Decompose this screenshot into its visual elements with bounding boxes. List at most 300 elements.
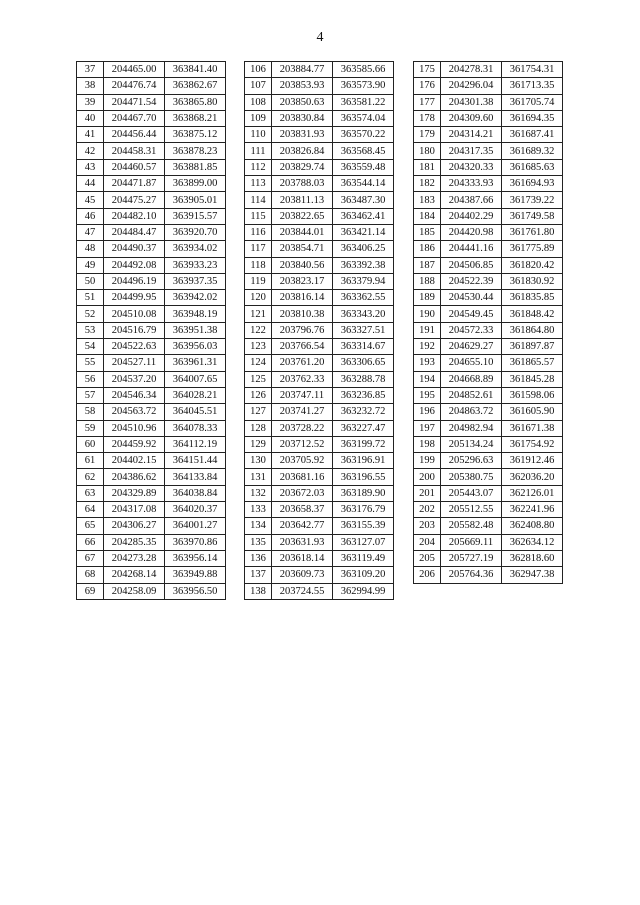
x-coordinate-cell: 204317.35 (441, 143, 502, 159)
x-coordinate-cell: 205443.07 (441, 485, 502, 501)
point-number-cell: 39 (77, 94, 104, 110)
table-row (414, 257, 563, 273)
y-coordinate-cell: 363948.19 (165, 306, 226, 322)
point-number-cell: 42 (77, 143, 104, 159)
point-number-cell: 190 (414, 306, 441, 322)
x-coordinate-cell: 204982.94 (441, 420, 502, 436)
y-coordinate-cell: 364151.44 (165, 453, 226, 469)
point-number-cell: 206 (414, 567, 441, 583)
point-number-cell: 175 (414, 62, 441, 78)
x-coordinate-cell: 203672.03 (272, 485, 333, 501)
point-number-cell: 110 (245, 127, 272, 143)
point-number-cell: 196 (414, 404, 441, 420)
x-coordinate-cell: 204296.04 (441, 78, 502, 94)
table-row (77, 290, 226, 306)
x-coordinate-cell: 203747.11 (272, 387, 333, 403)
table-row (77, 110, 226, 126)
point-number-cell: 200 (414, 469, 441, 485)
point-number-cell: 69 (77, 583, 104, 599)
y-coordinate-cell: 363544.14 (333, 176, 394, 192)
table-row (245, 241, 394, 257)
y-coordinate-cell: 361761.80 (502, 224, 563, 240)
x-coordinate-cell: 204863.72 (441, 404, 502, 420)
x-coordinate-cell: 203631.93 (272, 534, 333, 550)
x-coordinate-cell: 204522.39 (441, 273, 502, 289)
x-coordinate-cell: 203712.52 (272, 436, 333, 452)
x-coordinate-cell: 205134.24 (441, 436, 502, 452)
point-number-cell: 135 (245, 534, 272, 550)
point-number-cell: 58 (77, 404, 104, 420)
point-number-cell: 62 (77, 469, 104, 485)
y-coordinate-cell: 361685.63 (502, 159, 563, 175)
y-coordinate-cell: 362241.96 (502, 502, 563, 518)
x-coordinate-cell: 204546.34 (104, 387, 165, 403)
table-row (414, 534, 563, 550)
x-coordinate-cell: 204563.72 (104, 404, 165, 420)
x-coordinate-cell: 203681.16 (272, 469, 333, 485)
y-coordinate-cell: 363865.80 (165, 94, 226, 110)
table-row (77, 322, 226, 338)
y-coordinate-cell: 362126.01 (502, 485, 563, 501)
x-coordinate-cell: 204306.27 (104, 518, 165, 534)
x-coordinate-cell: 204333.93 (441, 176, 502, 192)
y-coordinate-cell: 363970.86 (165, 534, 226, 550)
x-coordinate-cell: 204285.35 (104, 534, 165, 550)
y-coordinate-cell: 363127.07 (333, 534, 394, 550)
table-row (77, 502, 226, 518)
point-number-cell: 111 (245, 143, 272, 159)
point-number-cell: 57 (77, 387, 104, 403)
point-number-cell: 49 (77, 257, 104, 273)
table-row (414, 567, 563, 583)
x-coordinate-cell: 204387.66 (441, 192, 502, 208)
point-number-cell: 127 (245, 404, 272, 420)
y-coordinate-cell: 364020.37 (165, 502, 226, 518)
x-coordinate-cell: 204420.98 (441, 224, 502, 240)
y-coordinate-cell: 363934.02 (165, 241, 226, 257)
table-row (77, 453, 226, 469)
y-coordinate-cell: 363343.20 (333, 306, 394, 322)
table-row (414, 371, 563, 387)
x-coordinate-cell: 204460.57 (104, 159, 165, 175)
x-coordinate-cell: 204629.27 (441, 339, 502, 355)
point-number-cell: 37 (77, 62, 104, 78)
point-number-cell: 136 (245, 550, 272, 566)
x-coordinate-cell: 204456.44 (104, 127, 165, 143)
x-coordinate-cell: 204258.09 (104, 583, 165, 599)
y-coordinate-cell: 363487.30 (333, 192, 394, 208)
point-number-cell: 52 (77, 306, 104, 322)
y-coordinate-cell: 363585.66 (333, 62, 394, 78)
point-number-cell: 188 (414, 273, 441, 289)
table-row (414, 404, 563, 420)
y-coordinate-cell: 363933.23 (165, 257, 226, 273)
table-row (414, 241, 563, 257)
point-number-cell: 56 (77, 371, 104, 387)
y-coordinate-cell: 363196.55 (333, 469, 394, 485)
x-coordinate-cell: 204402.29 (441, 208, 502, 224)
x-coordinate-cell: 203829.74 (272, 159, 333, 175)
point-number-cell: 114 (245, 192, 272, 208)
point-number-cell: 126 (245, 387, 272, 403)
table-row (245, 94, 394, 110)
y-coordinate-cell: 361864.80 (502, 322, 563, 338)
x-coordinate-cell: 204459.92 (104, 436, 165, 452)
y-coordinate-cell: 363937.35 (165, 273, 226, 289)
y-coordinate-cell: 361865.57 (502, 355, 563, 371)
table-row (414, 78, 563, 94)
x-coordinate-cell: 204386.62 (104, 469, 165, 485)
table-row (414, 127, 563, 143)
table-row (77, 518, 226, 534)
y-coordinate-cell: 361739.22 (502, 192, 563, 208)
y-coordinate-cell: 363327.51 (333, 322, 394, 338)
table-row (245, 420, 394, 436)
point-number-cell: 203 (414, 518, 441, 534)
y-coordinate-cell: 363568.45 (333, 143, 394, 159)
table-row (414, 550, 563, 566)
table-row (245, 485, 394, 501)
y-coordinate-cell: 363570.22 (333, 127, 394, 143)
y-coordinate-cell: 363905.01 (165, 192, 226, 208)
point-number-cell: 44 (77, 176, 104, 192)
point-number-cell: 181 (414, 159, 441, 175)
table-row (414, 502, 563, 518)
x-coordinate-cell: 204852.61 (441, 387, 502, 403)
table-row (77, 176, 226, 192)
y-coordinate-cell: 363236.85 (333, 387, 394, 403)
y-coordinate-cell: 363406.25 (333, 241, 394, 257)
point-number-cell: 187 (414, 257, 441, 273)
x-coordinate-cell: 204530.44 (441, 290, 502, 306)
point-number-cell: 106 (245, 62, 272, 78)
point-number-cell: 63 (77, 485, 104, 501)
x-coordinate-cell: 203826.84 (272, 143, 333, 159)
table-row (245, 62, 394, 78)
point-number-cell: 55 (77, 355, 104, 371)
y-coordinate-cell: 363109.20 (333, 567, 394, 583)
point-number-cell: 122 (245, 322, 272, 338)
y-coordinate-cell: 363379.94 (333, 273, 394, 289)
x-coordinate-cell: 205512.55 (441, 502, 502, 518)
table-row (245, 371, 394, 387)
x-coordinate-cell: 203728.22 (272, 420, 333, 436)
point-number-cell: 66 (77, 534, 104, 550)
y-coordinate-cell: 361775.89 (502, 241, 563, 257)
point-number-cell: 108 (245, 94, 272, 110)
x-coordinate-cell: 203796.76 (272, 322, 333, 338)
point-number-cell: 177 (414, 94, 441, 110)
point-number-cell: 119 (245, 273, 272, 289)
y-coordinate-cell: 362634.12 (502, 534, 563, 550)
table-row (77, 127, 226, 143)
point-number-cell: 47 (77, 224, 104, 240)
coordinate-table-1 (76, 61, 226, 600)
point-number-cell: 125 (245, 371, 272, 387)
x-coordinate-cell: 203823.17 (272, 273, 333, 289)
x-coordinate-cell: 204499.95 (104, 290, 165, 306)
table-row (77, 208, 226, 224)
y-coordinate-cell: 363421.14 (333, 224, 394, 240)
y-coordinate-cell: 363915.57 (165, 208, 226, 224)
x-coordinate-cell: 204278.31 (441, 62, 502, 78)
x-coordinate-cell: 204467.70 (104, 110, 165, 126)
point-number-cell: 51 (77, 290, 104, 306)
y-coordinate-cell: 361830.92 (502, 273, 563, 289)
y-coordinate-cell: 363951.38 (165, 322, 226, 338)
table-row (245, 143, 394, 159)
y-coordinate-cell: 364038.84 (165, 485, 226, 501)
table-row (77, 143, 226, 159)
table-row (245, 453, 394, 469)
table-row (245, 567, 394, 583)
point-number-cell: 48 (77, 241, 104, 257)
point-number-cell: 199 (414, 453, 441, 469)
x-coordinate-cell: 203811.13 (272, 192, 333, 208)
x-coordinate-cell: 204475.27 (104, 192, 165, 208)
point-number-cell: 113 (245, 176, 272, 192)
point-number-cell: 120 (245, 290, 272, 306)
table-row (77, 339, 226, 355)
y-coordinate-cell: 361820.42 (502, 257, 563, 273)
point-number-cell: 191 (414, 322, 441, 338)
x-coordinate-cell: 204268.14 (104, 567, 165, 583)
y-coordinate-cell: 362818.60 (502, 550, 563, 566)
x-coordinate-cell: 204655.10 (441, 355, 502, 371)
y-coordinate-cell: 364007.65 (165, 371, 226, 387)
point-number-cell: 61 (77, 453, 104, 469)
table-row (245, 306, 394, 322)
table-row (77, 192, 226, 208)
table-row (245, 404, 394, 420)
x-coordinate-cell: 204441.16 (441, 241, 502, 257)
table-row (245, 469, 394, 485)
table-row (414, 62, 563, 78)
y-coordinate-cell: 363956.50 (165, 583, 226, 599)
x-coordinate-cell: 203762.33 (272, 371, 333, 387)
x-coordinate-cell: 203840.56 (272, 257, 333, 273)
coordinate-table-3 (413, 61, 563, 584)
point-number-cell: 130 (245, 453, 272, 469)
y-coordinate-cell: 363868.21 (165, 110, 226, 126)
y-coordinate-cell: 361687.41 (502, 127, 563, 143)
x-coordinate-cell: 204329.89 (104, 485, 165, 501)
point-number-cell: 109 (245, 110, 272, 126)
point-number-cell: 50 (77, 273, 104, 289)
point-number-cell: 112 (245, 159, 272, 175)
y-coordinate-cell: 361754.92 (502, 436, 563, 452)
table-row (414, 143, 563, 159)
x-coordinate-cell: 204402.15 (104, 453, 165, 469)
x-coordinate-cell: 203830.84 (272, 110, 333, 126)
point-number-cell: 121 (245, 306, 272, 322)
table-row (414, 224, 563, 240)
y-coordinate-cell: 363559.48 (333, 159, 394, 175)
table-row (77, 241, 226, 257)
x-coordinate-cell: 203761.20 (272, 355, 333, 371)
y-coordinate-cell: 363875.12 (165, 127, 226, 143)
y-coordinate-cell: 364045.51 (165, 404, 226, 420)
table-row (414, 290, 563, 306)
y-coordinate-cell: 363961.31 (165, 355, 226, 371)
y-coordinate-cell: 361598.06 (502, 387, 563, 403)
table-row (77, 404, 226, 420)
table-row (245, 550, 394, 566)
table-row (245, 110, 394, 126)
table-row (77, 94, 226, 110)
table-row (245, 355, 394, 371)
point-number-cell: 132 (245, 485, 272, 501)
x-coordinate-cell: 205380.75 (441, 469, 502, 485)
x-coordinate-cell: 204484.47 (104, 224, 165, 240)
y-coordinate-cell: 362994.99 (333, 583, 394, 599)
y-coordinate-cell: 363956.03 (165, 339, 226, 355)
y-coordinate-cell: 363573.90 (333, 78, 394, 94)
table-row (245, 387, 394, 403)
point-number-cell: 60 (77, 436, 104, 452)
table-row (245, 127, 394, 143)
y-coordinate-cell: 363881.85 (165, 159, 226, 175)
point-number-cell: 46 (77, 208, 104, 224)
x-coordinate-cell: 203822.65 (272, 208, 333, 224)
table-row (77, 387, 226, 403)
y-coordinate-cell: 361713.35 (502, 78, 563, 94)
table-row (414, 469, 563, 485)
table-row (77, 224, 226, 240)
point-number-cell: 186 (414, 241, 441, 257)
x-coordinate-cell: 203854.71 (272, 241, 333, 257)
x-coordinate-cell: 204471.87 (104, 176, 165, 192)
table-row (245, 518, 394, 534)
point-number-cell: 193 (414, 355, 441, 371)
point-number-cell: 107 (245, 78, 272, 94)
table-row (245, 534, 394, 550)
x-coordinate-cell: 204471.54 (104, 94, 165, 110)
y-coordinate-cell: 361845.28 (502, 371, 563, 387)
point-number-cell: 205 (414, 550, 441, 566)
y-coordinate-cell: 364078.33 (165, 420, 226, 436)
point-number-cell: 43 (77, 159, 104, 175)
table-row (245, 436, 394, 452)
table-row (414, 518, 563, 534)
point-number-cell: 38 (77, 78, 104, 94)
point-number-cell: 64 (77, 502, 104, 518)
point-number-cell: 45 (77, 192, 104, 208)
y-coordinate-cell: 364001.27 (165, 518, 226, 534)
point-number-cell: 182 (414, 176, 441, 192)
x-coordinate-cell: 203741.27 (272, 404, 333, 420)
y-coordinate-cell: 361705.74 (502, 94, 563, 110)
y-coordinate-cell: 363899.00 (165, 176, 226, 192)
y-coordinate-cell: 363942.02 (165, 290, 226, 306)
x-coordinate-cell: 205669.11 (441, 534, 502, 550)
table-row (245, 78, 394, 94)
table-row (77, 306, 226, 322)
table-row (77, 62, 226, 78)
table-row (414, 420, 563, 436)
table-row (77, 355, 226, 371)
table-row (414, 159, 563, 175)
x-coordinate-cell: 204510.08 (104, 306, 165, 322)
point-number-cell: 176 (414, 78, 441, 94)
y-coordinate-cell: 363155.39 (333, 518, 394, 534)
y-coordinate-cell: 363956.14 (165, 550, 226, 566)
x-coordinate-cell: 204496.19 (104, 273, 165, 289)
x-coordinate-cell: 203831.93 (272, 127, 333, 143)
table-row (414, 110, 563, 126)
table-row (245, 290, 394, 306)
table-row (245, 322, 394, 338)
y-coordinate-cell: 363862.67 (165, 78, 226, 94)
table-row (77, 567, 226, 583)
y-coordinate-cell: 361848.42 (502, 306, 563, 322)
table-row (77, 257, 226, 273)
point-number-cell: 133 (245, 502, 272, 518)
table-row (414, 387, 563, 403)
table-row (245, 192, 394, 208)
y-coordinate-cell: 362036.20 (502, 469, 563, 485)
table-row (414, 273, 563, 289)
point-number-cell: 192 (414, 339, 441, 355)
y-coordinate-cell: 361754.31 (502, 62, 563, 78)
table-row (414, 485, 563, 501)
x-coordinate-cell: 203850.63 (272, 94, 333, 110)
point-number-cell: 184 (414, 208, 441, 224)
x-coordinate-cell: 203884.77 (272, 62, 333, 78)
point-number-cell: 180 (414, 143, 441, 159)
point-number-cell: 117 (245, 241, 272, 257)
table-row (245, 257, 394, 273)
x-coordinate-cell: 203810.38 (272, 306, 333, 322)
point-number-cell: 124 (245, 355, 272, 371)
y-coordinate-cell: 363232.72 (333, 404, 394, 420)
y-coordinate-cell: 361671.38 (502, 420, 563, 436)
point-number-cell: 198 (414, 436, 441, 452)
table-row (245, 176, 394, 192)
x-coordinate-cell: 204510.96 (104, 420, 165, 436)
point-number-cell: 41 (77, 127, 104, 143)
table-row (77, 420, 226, 436)
point-number-cell: 195 (414, 387, 441, 403)
table-row (414, 436, 563, 452)
x-coordinate-cell: 203853.93 (272, 78, 333, 94)
y-coordinate-cell: 363189.90 (333, 485, 394, 501)
table-row (414, 176, 563, 192)
point-number-cell: 202 (414, 502, 441, 518)
x-coordinate-cell: 204537.20 (104, 371, 165, 387)
x-coordinate-cell: 204320.33 (441, 159, 502, 175)
point-number-cell: 137 (245, 567, 272, 583)
table-row (414, 208, 563, 224)
x-coordinate-cell: 203816.14 (272, 290, 333, 306)
x-coordinate-cell: 203724.55 (272, 583, 333, 599)
x-coordinate-cell: 204492.08 (104, 257, 165, 273)
x-coordinate-cell: 203618.14 (272, 550, 333, 566)
y-coordinate-cell: 363841.40 (165, 62, 226, 78)
y-coordinate-cell: 361912.46 (502, 453, 563, 469)
table-row (414, 453, 563, 469)
table-row (414, 306, 563, 322)
y-coordinate-cell: 364028.21 (165, 387, 226, 403)
y-coordinate-cell: 364133.84 (165, 469, 226, 485)
y-coordinate-cell: 363920.70 (165, 224, 226, 240)
table-row (245, 224, 394, 240)
x-coordinate-cell: 203658.37 (272, 502, 333, 518)
table-row (77, 371, 226, 387)
x-coordinate-cell: 204506.85 (441, 257, 502, 273)
point-number-cell: 185 (414, 224, 441, 240)
table-row (245, 208, 394, 224)
